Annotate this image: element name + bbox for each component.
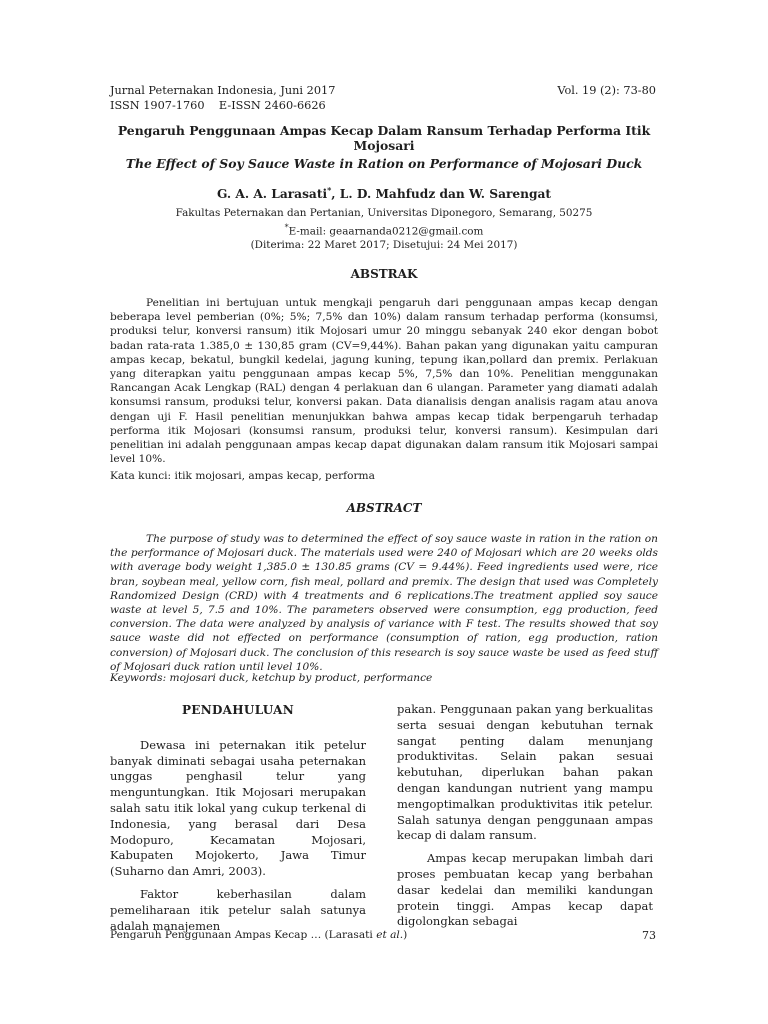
keywords: Keywords: mojosari duck, ketchup by product, performance	[110, 672, 433, 684]
page-number: 73	[642, 929, 656, 942]
running-title-close: )	[403, 929, 408, 941]
body-paragraph: Ampas kecap merupakan limbah dari proses pembuatan kecap yang berbahan dasar kedelai dan memiliki kandungan protein tinggi. Ampas kecap dapat digolongkan sebagai	[397, 851, 653, 929]
journal-volume: Vol. 19 (2): 73-80	[557, 84, 656, 97]
issn-line	[110, 98, 335, 113]
pendahuluan-heading: PENDAHULUAN	[181, 703, 295, 717]
running-title: Pengaruh Penggunaan Ampas Kecap … (Larasati	[110, 929, 377, 941]
body-paragraph: pakan. Penggunaan pakan yang berkualitas serta sesuai dengan kebutuhan ternak sangat penting dalam menunjang produktivitas. Selain pakan sesuai kebutuhan, diperlukan bahan pakan dengan kandungan nutrient yang mampu mengoptimalkan produktivitas itik petelur. Salah satunya dengan penggunaan ampas kecap di dalam ransum.	[397, 702, 653, 843]
body-paragraph: Faktor keberhasilan dalam pemeliharaan itik petelur salah satunya adalah manajemen	[110, 886, 366, 933]
institution: Fakultas Peternakan dan Pertanian, Universitas Diponegoro, Semarang, 50275	[175, 207, 593, 219]
author-rest: , L. D. Mahfudz dan W. Sarengat	[331, 187, 552, 202]
body-left-column	[110, 703, 366, 941]
body-right-column	[397, 702, 653, 937]
corresponding-mark: *	[327, 185, 332, 195]
author-first: G. A. A. Larasati	[216, 187, 328, 202]
journal-header-left	[110, 83, 335, 113]
author-list	[108, 185, 660, 201]
email-mark: *	[284, 222, 289, 232]
body-paragraph: Dewasa ini peternakan itik petelur banyak diminati sebagai usaha peternakan unggas penghasil telur yang menguntungkan. Itik Mojosari merupakan salah satu itik lokal yang cukup terkenal di Indonesia, yang berasal dari Desa Modopuro, Kecamatan Mojosari, Kabupaten Mojokerto, Jawa Timur (Suharno dan Amri, 2003).	[110, 737, 366, 879]
email: E-mail: geaarnanda0212@gmail.com	[288, 224, 484, 237]
kata-kunci: Kata kunci: itik mojosari, ampas kecap, performa	[110, 470, 375, 482]
issn: ISSN 1907-1760	[110, 99, 205, 112]
title-english: The Effect of Soy Sauce Waste in Ration on Performance of Mojosari Duck	[125, 156, 643, 171]
running-footer	[110, 929, 407, 941]
journal-name: Jurnal Peternakan Indonesia, Juni 2017	[110, 84, 336, 97]
abstract-body: The purpose of study was to determined the effect of soy sauce waste in ration in the ration on the performance of Mojosari duck. The materials used were 240 of Mojosari which are 20 weeks olds with average body weight 1,385.0 ± 130.85 grams (CV = 9.44%). Feed ingredients used were, rice bran, soybean meal, yellow corn, fish meal, pollard and premix. The design that used was Completely Randomized Design (CRD) with 4 treatments and 6 replications.The treatment applied soy sauce waste at level 5, 7.5 and 10%. The parameters observed were consumption, egg production, feed conversion. The data were analyzed by analysis of variance with F test. The results showed that soy sauce waste did not effected on performance (consumption of ration, egg production, ration conversion) of Mojosari duck. The conclusion of this research is soy sauce waste be used as feed stuff of Mojosari duck ration until level 10%.	[110, 533, 658, 673]
received-dates: (Diterima: 22 Maret 2017; Disetujui: 24 Mei 2017)	[250, 239, 518, 252]
eissn: E-ISSN 2460-6626	[218, 99, 326, 112]
abstrak-body: Penelitian ini bertujuan untuk mengkaji pengaruh dari penggunaan ampas kecap dengan beberapa level pemberian (0%; 5%; 7,5% dan 10%) dalam ransum terhadap performa (konsumsi, produksi telur, konversi ransum) itik Mojosari umur 20 minggu sebanyak 240 ekor dengan bobot badan rata-rata 1.385,0 ± 130,85 gram (CV=9,44%). Bahan pakan yang digunakan yaitu campuran ampas kecap, bekatul, bungkil kedelai, jagung kuning, tepung ikan,pollard dan premix. Perlakuan yang diterapkan yaitu penggunaan ampas kecap 5%, 7,5% dan 10%. Penelitian menggunakan Rancangan Acak Lengkap (RAL) dengan 4 perlakuan dan 6 ulangan. Parameter yang diamati adalah konsumsi ransum, produksi telur, konversi pakan. Data dianalisis dengan analisis ragam atau anova dengan uji F. Hasil penelitian menunjukkan bahwa ampas kecap tidak berpengaruh terhadap performa itik Mojosari (konsumsi ransum, produksi telur, konversi ransum). Kesimpulan dari penelitian ini adalah penggunaan ampas kecap dapat digunakan dalam ransum itik Mojosari sampai level 10%.	[110, 297, 658, 466]
affiliation-block	[108, 206, 660, 253]
title-indonesian: Pengaruh Penggunaan Ampas Kecap Dalam Ransum Terhadap Performa Itik Mojosari	[117, 123, 651, 153]
email-line	[108, 221, 660, 239]
abstract-heading: ABSTRACT	[346, 501, 422, 515]
abstrak-heading: ABSTRAK	[350, 267, 418, 281]
et-al: et al.	[376, 929, 404, 941]
